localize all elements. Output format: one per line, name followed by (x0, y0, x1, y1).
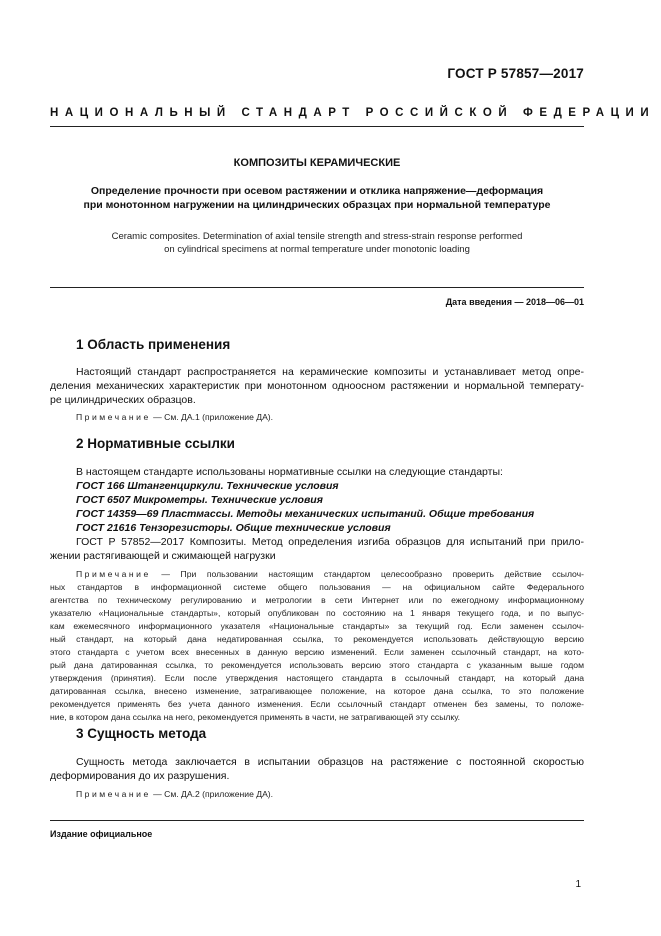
note-line: датированная ссылка, внесено изменение, затрагивающее положение, на которое дана ссылка, то это положение (50, 686, 584, 696)
paragraph-line: жении растягивающей и сжимающей нагрузки (50, 550, 276, 562)
document-subtitle (60, 184, 574, 212)
note-line (50, 568, 584, 581)
page-number: 1 (575, 879, 581, 890)
subtitle-line: при монотонном нагружении на цилиндрических образцах при нормальной температуре (83, 199, 551, 211)
header-rule (50, 126, 584, 127)
note-line: указателю «Национальные стандарты», который опубликован по состоянию на 1 января текущего года, и по выпус- (50, 608, 584, 618)
reference-item: ГОСТ 21616 Тензорезисторы. Общие технические условия (76, 522, 391, 534)
reference-item-gost-r (50, 535, 584, 563)
method-note (76, 788, 576, 801)
note-label: Примечание (76, 789, 151, 799)
reference-item: ГОСТ 6507 Микрометры. Технические условия (76, 494, 323, 506)
document-title: КОМПОЗИТЫ КЕРАМИЧЕСКИЕ (233, 157, 401, 169)
standard-number: ГОСТ Р 57857—2017 (447, 66, 584, 81)
note-line: ных стандартов в информационной системе общего пользования — на официальном сайте Федерального (50, 582, 584, 592)
paragraph-line: ГОСТ Р 57852—2017 Композиты. Метод определения изгиба образцов для испытаний при прило- (76, 536, 584, 548)
english-title-line: on cylindrical specimens at normal temperature under monotonic loading (164, 244, 470, 255)
method-paragraph (50, 755, 584, 783)
introduction-date: Дата введения — 2018—06—01 (445, 297, 584, 307)
subtitle-line: Определение прочности при осевом растяжении и отклика напряжение—деформация (90, 185, 544, 197)
references-note (50, 568, 584, 724)
scope-note (76, 411, 576, 424)
section-heading-method: 3 Сущность метода (76, 726, 207, 741)
scope-paragraph (50, 365, 584, 407)
note-line: рекомендуется применять без учета данного изменения. Если ссылочный стандарт отменен без замены, то положе- (50, 699, 584, 709)
english-title (60, 230, 574, 256)
note-line: кам ежемесячного информационного указателя «Национальные стандарты» за текущий год. Если заменен ссылоч- (50, 621, 584, 631)
section-heading-references: 2 Нормативные ссылки (76, 436, 235, 451)
references-intro: В настоящем стандарте использованы нормативные ссылки на следующие стандарты: (76, 466, 503, 478)
note-line: рый дана датированная ссылка, то рекомендуется использовать версию этого стандарта с указанным выше годом (50, 660, 584, 670)
note-label: Примечание (76, 412, 151, 422)
title-rule (50, 287, 584, 288)
official-edition-label: Издание официальное (50, 829, 153, 839)
note-text: — При пользовании настоящим стандартом целесообразно проверить действие ссылоч- (161, 569, 584, 579)
section-heading-scope: 1 Область применения (76, 337, 231, 352)
note-line: ный стандарт, на который дана недатированная ссылка, то рекомендуется использовать действующую версию (50, 634, 584, 644)
paragraph-line: ре цилиндрических образцов. (50, 394, 196, 406)
paragraph-line: деформирования до их разрушения. (50, 770, 230, 782)
paragraph-line: деления механических характеристик при монотонном одноосном растяжении и нормальной температу- (50, 380, 584, 392)
reference-item: ГОСТ 14359—69 Пластмассы. Методы механических испытаний. Общие требования (76, 508, 535, 520)
paragraph-line: Сущность метода заключается в испытании образцов на растяжение с постоянной скоростью (76, 756, 584, 768)
note-label: Примечание (76, 569, 151, 579)
note-text: — См. ДА.1 (приложение ДА). (153, 412, 274, 422)
note-line: агентства по техническому регулированию и метрологии в сети Интернет или по ежегодному информационному (50, 595, 584, 605)
note-text: — См. ДА.2 (приложение ДА). (153, 789, 274, 799)
note-line: ние, в котором дана ссылка на него, рекомендуется применять в части, не затрагивающей эту ссылку. (50, 712, 461, 722)
note-line: утверждения (принятия). Если после утверждения настоящего стандарта в ссылочный стандарт, на который дана (50, 673, 584, 683)
footer-rule (50, 820, 584, 821)
note-line: этого стандарта с учетом всех внесенных в данную версию изменений. Если заменен ссылочный стандарт, на кото- (50, 647, 584, 657)
paragraph-line: Настоящий стандарт распространяется на керамические композиты и устанавливает метод опре- (76, 366, 584, 378)
reference-item: ГОСТ 166 Штангенциркули. Технические условия (76, 480, 339, 492)
national-standard-banner: НАЦИОНАЛЬНЫЙ СТАНДАРТ РОССИЙСКОЙ ФЕДЕРАЦИИ (50, 107, 656, 119)
english-title-line: Ceramic composites. Determination of axial tensile strength and stress-strain response performed (111, 231, 523, 242)
